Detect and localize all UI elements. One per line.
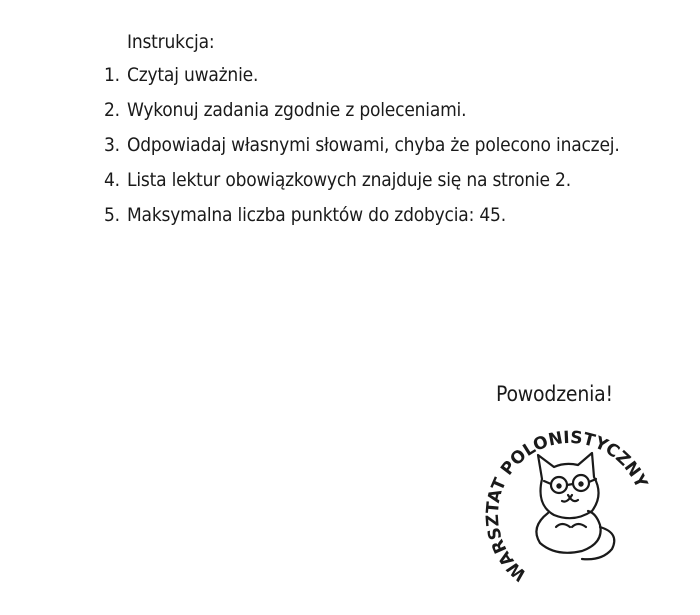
item-number: 5. bbox=[104, 204, 120, 226]
item-text: Maksymalna liczba punktów do zdobycia: 45. bbox=[127, 204, 506, 226]
item-number: 1. bbox=[104, 64, 120, 86]
item-number: 2. bbox=[104, 99, 120, 121]
item-text: Wykonuj zadania zgodnie z poleceniami. bbox=[127, 99, 467, 121]
instructions-heading: Instrukcja: bbox=[127, 31, 215, 53]
item-number: 3. bbox=[104, 134, 120, 156]
item-text: Czytaj uważnie. bbox=[127, 64, 259, 86]
cat-with-glasses-icon bbox=[536, 453, 614, 559]
item-text: Odpowiadaj własnymi słowami, chyba że polecono inaczej. bbox=[127, 134, 620, 156]
workshop-logo bbox=[470, 415, 670, 615]
logo-ring-text: WARSZTAT POLONISTYCZNY bbox=[482, 427, 651, 585]
item-text: Lista lektur obowiązkowych znajduje się na stronie 2. bbox=[127, 169, 571, 191]
logo-seal bbox=[470, 415, 670, 615]
closing-text: Powodzenia! bbox=[496, 382, 613, 406]
item-number: 4. bbox=[104, 169, 120, 191]
